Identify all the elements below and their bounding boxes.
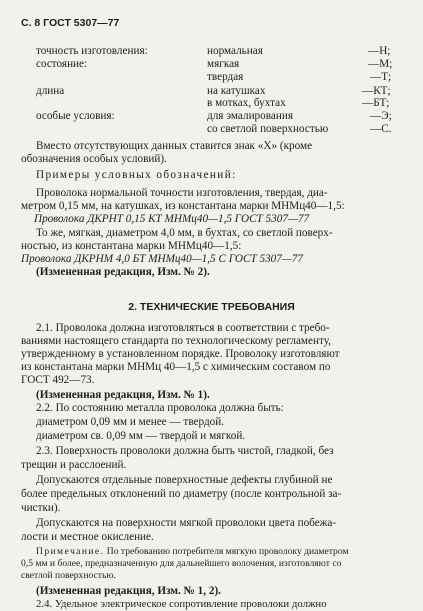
p21-line: ваниями настоящего стандарта по технологическому регламенту, xyxy=(21,335,331,347)
condition-label: особые условия: xyxy=(36,110,115,122)
note-line: 0,5 мм и более, предназначенную для дальнейшего волочения, изготовляют со xyxy=(21,558,342,569)
note-x-line: Вместо отсутствующих данных ставится знак «Х» (кроме xyxy=(36,140,313,152)
condition-code: —Н; xyxy=(368,45,391,57)
condition-value: со светлой поверхностью xyxy=(207,123,329,135)
condition-value: в мотках, бухтах xyxy=(207,97,286,109)
note-line: светлой поверхностью. xyxy=(21,570,116,581)
example1-code: Проволока ДКРНТ 0,15 КТ МНМц40—1,5 ГОСТ 5307—77 xyxy=(34,213,310,225)
p23-line: чистки). xyxy=(21,502,61,514)
p21-line: из константана марки МНМц 40—1,5 с химическим составом по xyxy=(21,361,331,373)
example2-line: ностью, из константана марки МНМц40—1,5: xyxy=(21,240,242,252)
p21-line: утвержденному в установленном порядке. Проволоку изготовляют xyxy=(21,348,340,360)
condition-value: для эмалирования xyxy=(207,110,293,122)
edit-note: (Измененная редакция, Изм. № 1). xyxy=(36,389,210,401)
condition-code: —М; xyxy=(368,58,393,70)
condition-value: мягкая xyxy=(207,58,240,70)
p22-line: 2.2. По состоянию металла проволока должна быть: xyxy=(36,402,284,414)
condition-label: точность изготовления: xyxy=(36,45,148,57)
condition-value: нормальная xyxy=(207,45,263,57)
example1-line: метром 0,15 мм, на катушках, из константана марки МНМц40—1,5: xyxy=(21,200,345,212)
condition-label: длина xyxy=(36,85,65,97)
p23-line: Допускаются отдельные поверхностные дефекты глубиной не xyxy=(36,474,333,486)
p21-line: ГОСТ 492—73. xyxy=(21,374,95,386)
p24-line: 2.4. Удельное электрическое сопротивление проволоки должно xyxy=(36,598,327,610)
condition-code: —Э; xyxy=(370,110,392,122)
condition-value: на катушках xyxy=(207,85,266,97)
condition-code: —С. xyxy=(370,123,392,135)
condition-value: твердая xyxy=(207,71,244,83)
note-text: По требованию потребителя мягкую проволоку диаметром xyxy=(106,546,349,557)
section-title: 2. ТЕХНИЧЕСКИЕ ТРЕБОВАНИЯ xyxy=(128,301,295,313)
page-header: С. 8 ГОСТ 5307—77 xyxy=(21,17,120,29)
note-line xyxy=(36,546,349,558)
condition-code: —Т; xyxy=(370,71,392,83)
condition-label: состояние: xyxy=(36,58,88,70)
p23-line: 2.3. Поверхность проволоки должна быть чистой, гладкой, без xyxy=(36,445,334,457)
examples-title: Примеры условных обозначений: xyxy=(36,169,237,181)
condition-code: —БТ; xyxy=(362,97,390,109)
example1-line: Проволока нормальной точности изготовления, твердая, диа- xyxy=(36,187,328,199)
p23-line: трещин и расслоений. xyxy=(21,459,127,471)
condition-code: —КТ; xyxy=(362,85,391,97)
example2-code: Проволока ДКРНМ 4,0 БТ МНМц40—1,5 С ГОСТ 5307—77 xyxy=(21,253,303,265)
p23-line: более предельных отклонений по диаметру (после контрольной за- xyxy=(21,488,342,500)
note-x-line: обозначения особых условий). xyxy=(21,153,167,165)
note-label: Примечание. xyxy=(36,546,105,557)
example2-line: То же, мягкая, диаметром 4,0 мм, в бухтах, со светлой поверх- xyxy=(36,227,333,239)
p22-line: диаметром св. 0,09 мм — твердой и мягкой. xyxy=(36,430,246,442)
edit-note: (Измененная редакция, Изм. № 2). xyxy=(36,266,210,278)
edit-note: (Измененная редакция, Изм. № 1, 2). xyxy=(36,585,221,597)
p22-line: диаметром 0,09 мм и менее — твердой. xyxy=(36,416,225,428)
p23-line: лости и местное окисление. xyxy=(21,531,154,543)
p21-line: 2.1. Проволока должна изготовляться в соответствии с требо- xyxy=(36,322,330,334)
p23-line: Допускаются на поверхности мягкой проволоки цвета побежа- xyxy=(36,517,337,529)
